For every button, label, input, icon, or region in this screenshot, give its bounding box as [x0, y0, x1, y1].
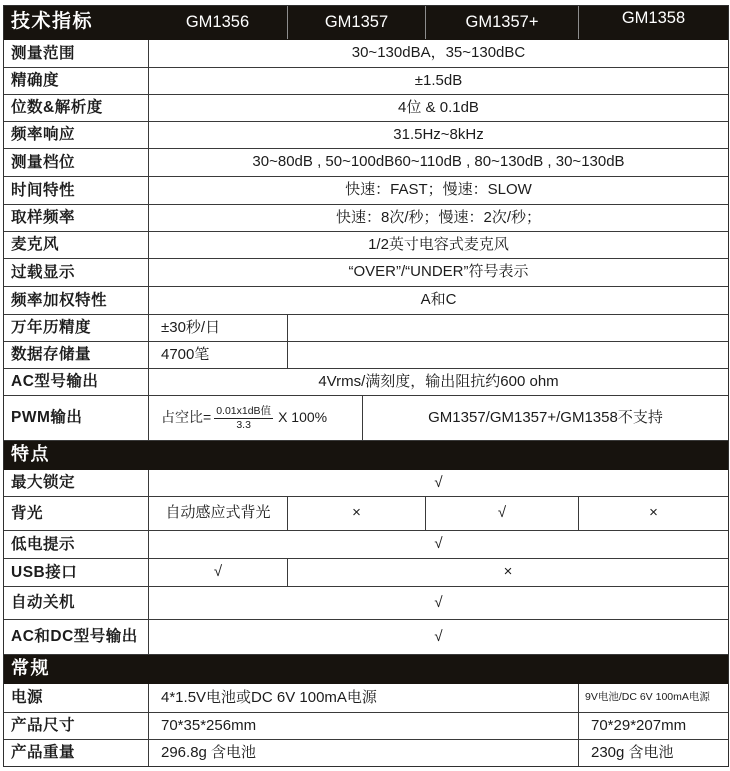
- table-row: [4, 396, 728, 441]
- column-header-gm1357-plus: GM1357+: [425, 6, 578, 39]
- cross-mark-cell: ×: [578, 497, 728, 530]
- table-header-row: [4, 6, 728, 40]
- table-row: [4, 232, 728, 259]
- table-row: [4, 177, 728, 205]
- table-row: [4, 497, 728, 531]
- spec-table: [3, 5, 729, 767]
- value-cell: 快速：FAST；慢速：SLOW: [148, 177, 728, 204]
- check-mark-cell: √: [148, 531, 728, 558]
- value-cell: GM1357/GM1357+/GM1358不支持: [362, 396, 728, 440]
- table-row: [4, 315, 728, 342]
- row-label: 万年历精度: [11, 319, 92, 337]
- row-label: 位数&解析度: [11, 99, 103, 117]
- value-cell: 4700笔: [148, 342, 287, 368]
- column-header-gm1356: GM1356: [185, 13, 250, 32]
- table-row: [4, 95, 728, 122]
- value-cell: 自动感应式背光: [148, 497, 287, 530]
- row-label: 频率响应: [11, 126, 76, 144]
- table-row: [4, 470, 728, 497]
- value-cell: 70*35*256mm: [148, 713, 578, 739]
- table-row: [4, 740, 728, 766]
- section-title: 常规: [11, 658, 50, 679]
- table-row: [4, 205, 728, 232]
- row-label: 电源: [11, 689, 44, 707]
- fraction: $\frac{\text{0.01x1dB值}}{3.3}$: [216, 404, 272, 431]
- value-cell: 30~80dB , 50~100dB60~110dB , 80~130dB , 30~130dB: [148, 149, 728, 176]
- row-label: 取样频率: [11, 209, 76, 227]
- row-label: 数据存储量: [11, 346, 92, 364]
- table-title: 技术指标: [11, 11, 94, 33]
- table-row: [4, 40, 728, 68]
- value-cell: A和C: [148, 287, 728, 314]
- table-row: [4, 713, 728, 740]
- value-cell: 4位 & 0.1dB: [148, 95, 728, 121]
- table-row: [4, 531, 728, 559]
- value-cell: 30~130dBA，35~130dBC: [148, 40, 728, 67]
- section-header-row: [4, 655, 728, 684]
- check-mark-cell: √: [148, 470, 728, 496]
- section-header-row: [4, 441, 728, 470]
- column-header-gm1358: GM1358: [578, 6, 728, 39]
- row-label: 低电提示: [11, 535, 76, 553]
- column-header-gm1357: GM1357: [287, 6, 425, 39]
- check-mark-cell: √: [148, 559, 287, 586]
- row-label: 测量档位: [11, 153, 76, 171]
- value-cell: 4*1.5V电池或DC 6V 100mA电源: [148, 684, 578, 712]
- value-cell: 4Vrms/满刻度，输出阻抗约600 ohm: [148, 369, 728, 395]
- value-cell: ±30秒/日: [148, 315, 287, 341]
- table-row: [4, 587, 728, 620]
- row-label: 自动关机: [11, 594, 76, 612]
- value-cell: “OVER”/“UNDER”符号表示: [148, 259, 728, 286]
- row-label: 测量范围: [11, 44, 76, 62]
- value-cell: 230g 含电池: [578, 740, 728, 766]
- value-cell: 31.5Hz~8kHz: [148, 122, 728, 148]
- row-label: PWM输出: [11, 409, 83, 427]
- row-label: 背光: [11, 504, 44, 522]
- row-label: 过载显示: [11, 263, 76, 281]
- row-label: 麦克风: [11, 236, 60, 254]
- table-row: [4, 684, 728, 713]
- value-cell: ±1.5dB: [148, 68, 728, 94]
- empty-cell: [287, 342, 728, 368]
- check-mark-cell: √: [148, 587, 728, 619]
- empty-cell: [287, 315, 728, 341]
- table-row: [4, 68, 728, 95]
- row-label: USB接口: [11, 563, 78, 581]
- table-row: [4, 369, 728, 396]
- check-mark-cell: √: [425, 497, 578, 530]
- formula-cell: [148, 396, 362, 440]
- table-row: [4, 342, 728, 369]
- table-row: [4, 559, 728, 587]
- value-cell: 9V电池/DC 6V 100mA电源: [578, 684, 728, 712]
- cross-mark-cell: ×: [287, 497, 425, 530]
- section-title: 特点: [11, 444, 50, 465]
- row-label: 产品重量: [11, 744, 76, 762]
- row-label: 最大锁定: [11, 474, 76, 492]
- check-mark-cell: √: [148, 620, 728, 654]
- row-label: 产品尺寸: [11, 717, 76, 735]
- value-cell: 296.8g 含电池: [148, 740, 578, 766]
- row-label: AC型号输出: [11, 373, 99, 391]
- duty-cycle-formula: 占空比= $\frac{\text{0.01x1dB值}}{3.3}$ X 100%: [161, 404, 328, 431]
- row-label: 频率加权特性: [11, 291, 108, 309]
- row-label: AC和DC型号输出: [11, 628, 138, 646]
- table-row: [4, 149, 728, 177]
- row-label: 精确度: [11, 72, 60, 90]
- value-cell: 70*29*207mm: [578, 713, 728, 739]
- cross-mark-cell: ×: [287, 559, 728, 586]
- table-row: [4, 287, 728, 315]
- table-row: [4, 620, 728, 655]
- value-cell: 快速：8次/秒；慢速：2次/秒；: [148, 205, 728, 231]
- row-label: 时间特性: [11, 181, 76, 199]
- value-cell: 1/2英寸电容式麦克风: [148, 232, 728, 258]
- table-row: [4, 259, 728, 287]
- table-row: [4, 122, 728, 149]
